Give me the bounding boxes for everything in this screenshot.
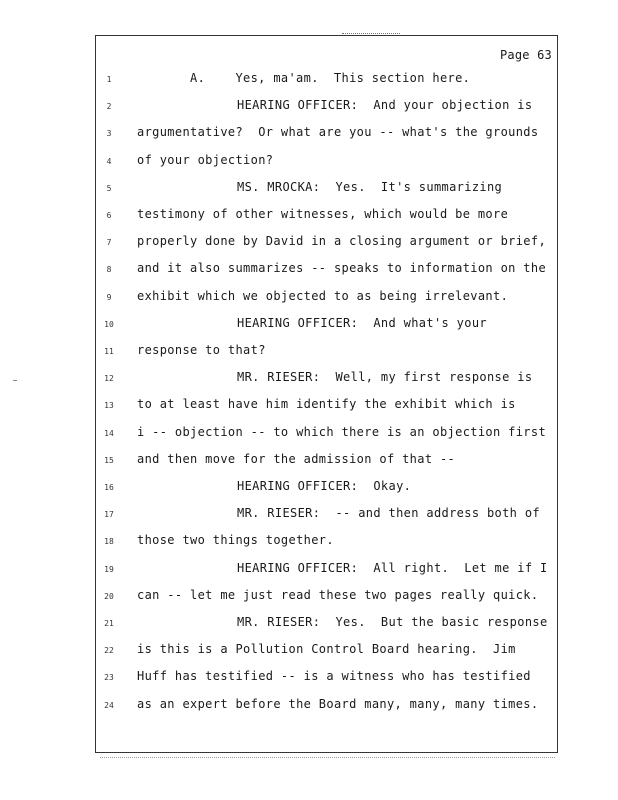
line-text: response to that? (137, 343, 266, 357)
line-text: as an expert before the Board many, many, many times. (137, 696, 539, 711)
transcript-line (0, 588, 618, 608)
line-text: i -- objection -- to which there is an objection first (137, 424, 547, 439)
line-number: 3 (106, 129, 112, 139)
line-number: 12 (104, 374, 114, 384)
transcript-line (0, 343, 618, 363)
line-number: 9 (106, 292, 112, 302)
line-number: 22 (104, 646, 114, 656)
line-number: 18 (104, 537, 114, 547)
transcript-line (0, 153, 618, 173)
line-text: exhibit which we objected to as being irrelevant. (137, 288, 509, 303)
line-number: 15 (104, 455, 114, 465)
line-text: and it also summarizes -- speaks to information on the (137, 261, 547, 276)
transcript-line (0, 207, 618, 227)
line-text: HEARING OFFICER: All right. Let me if I (237, 560, 548, 575)
line-text: MR. RIESER: Well, my first response is (237, 370, 533, 385)
line-number: 1 (106, 75, 112, 84)
line-text: to at least have him identify the exhibit which is (137, 397, 516, 412)
line-number: 16 (104, 483, 114, 492)
line-text: those two things together. (137, 533, 334, 548)
transcript-line (0, 397, 618, 417)
line-number: 23 (104, 673, 114, 683)
line-text: HEARING OFFICER: And what's your (237, 315, 487, 330)
line-number: 20 (104, 591, 114, 601)
line-number: 11 (104, 347, 114, 356)
line-number: 4 (106, 156, 112, 166)
line-text: HEARING OFFICER: Okay. (237, 479, 412, 493)
transcript-line (0, 316, 618, 336)
line-number: 19 (104, 564, 114, 574)
transcript-line (0, 180, 618, 200)
transcript-line (0, 98, 618, 118)
line-number: 17 (104, 510, 114, 520)
transcript-line (0, 71, 618, 91)
transcript-line (0, 533, 618, 553)
line-text: Huff has testified -- is a witness who has testified (137, 669, 531, 684)
line-number: 14 (104, 428, 114, 438)
transcript-line (0, 697, 618, 717)
line-text: A. Yes, ma'am. This section here. (190, 71, 471, 85)
line-text: is this is a Pollution Control Board hearing. Jim (137, 642, 516, 657)
line-number: 10 (104, 319, 114, 329)
line-text: MR. RIESER: Yes. But the basic response (237, 615, 548, 629)
line-text: testimony of other witnesses, which would be more (137, 207, 509, 221)
transcript-line (0, 370, 618, 390)
transcript-line (0, 561, 618, 581)
line-number: 5 (106, 183, 112, 193)
line-number: 24 (104, 700, 114, 710)
line-number: 21 (104, 619, 114, 628)
line-text: MR. RIESER: -- and then address both of (237, 506, 540, 521)
transcript-line (0, 615, 618, 635)
line-number: 6 (106, 211, 112, 220)
line-number: 13 (104, 401, 114, 411)
transcript-line (0, 452, 618, 472)
transcript-line (0, 506, 618, 526)
line-text: MS. MROCKA: Yes. It's summarizing (237, 179, 503, 194)
line-number: 8 (106, 265, 112, 275)
transcript-line (0, 479, 618, 499)
line-text: properly done by David in a closing argument or brief, (137, 234, 547, 249)
line-number: 2 (106, 102, 112, 112)
transcript-line (0, 289, 618, 309)
transcript-line (0, 125, 618, 145)
transcript-line (0, 425, 618, 445)
scan-mark-bottom (100, 757, 555, 760)
line-text: argumentative? Or what are you -- what's the grounds (137, 125, 539, 140)
transcript-line (0, 669, 618, 689)
line-number: 7 (106, 238, 112, 248)
line-text: and then move for the admission of that -- (137, 451, 456, 466)
line-text: can -- let me just read these two pages really quick. (137, 587, 539, 602)
line-text: HEARING OFFICER: And your objection is (237, 98, 533, 113)
transcript-line (0, 642, 618, 662)
transcript-line (0, 261, 618, 281)
transcript-line (0, 234, 618, 254)
line-text: of your objection? (137, 152, 274, 167)
page-number: Page 63 (500, 48, 552, 62)
